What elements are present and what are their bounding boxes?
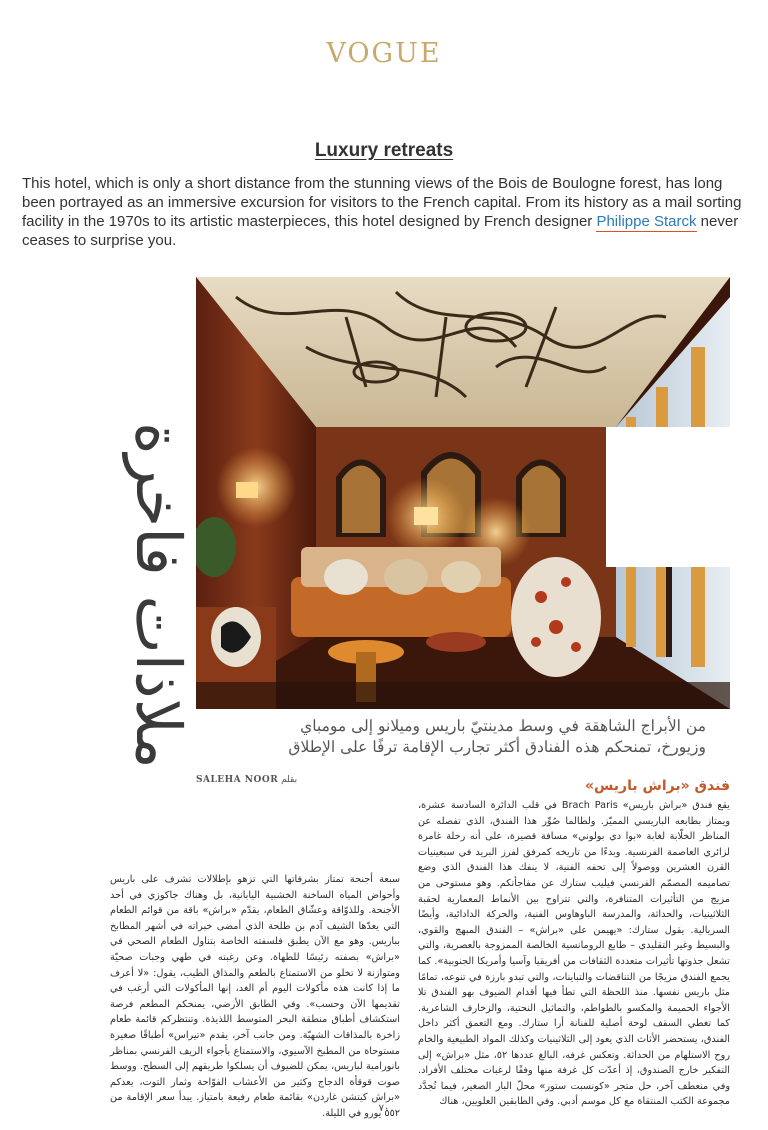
vogue-logo: VOGUE xyxy=(326,38,442,69)
article-subtitle xyxy=(196,716,706,758)
intro-text-end: never ceases to surprise you. xyxy=(22,213,739,249)
byline-name: SALEHA NOOR xyxy=(196,775,279,785)
vertical-headline-text: ملاذات فاخرة xyxy=(121,421,195,769)
article-column-left: سبعة أجنحة تمتاز بشرفاتها التي تزهو بإطلالات تشرف على باريس وأحواض المياه الساخنة الخشبية اليابانية، بل وهناك جاكوزي في أحد الأجنحة. وللذوّاقة وعشّاق الطعام، يقدّم «براش» باقة من قوائم الطعام التي يعدّها الشيف آدم بن طلحة الذي أمضى خبراته في أشهر المطابخ بباريس. وهو مع الآن يطبق فلسفته الخاصة بتناول الطعام الصحي في «براش» بصفته رئيسًا للطهاة. وعن رغبته في طهي وجبات صحيّة ومتوازنة لا تخلو من الاستمتاع بالطعم والمذاق الطيب، يقول: «لا أعرف ما إذا كانت هذه مأكولات اليوم أم الغد، إنها المأكولات التي أرغب في تقديمها الآن وحسب». وفي الطابق الأرضي، يمنحكم المطعم فرصة استكشاف أطباق منطقة البحر المتوسط اللذيذة. وتنتظركم قائمة طعام زاخرة بالمذاقات الشهيّة. ومن جانب آخر، يقدم «تيراس» أطباقًا صغيرة مستوحاة من المطبخ الآسيوي، والاستمتاع بأجواء الريف الفرنسي بمناظر بانورامية لباريس، يمكن للضيوف أن يسلكوا طريقهم إلى السطح. ووسط صوت قوقأة الدجاج وكثير من الأعشاب الفوّاحة وثمار التوت، يعدكم «براش كيتشن غاردن» بقائمة طعام رفيعة بامتياز. يبدأ سعر الإقامة من ٥٥٢ يورو في الليلة. xyxy=(110,874,400,1119)
vertical-headline xyxy=(110,380,206,810)
hotel-heading: فندق «براش باريس» xyxy=(584,778,730,794)
subtitle-line-2: وزيورخ، تمنحكم هذه الفنادق أكثر تجارب الإقامة ترفًا على الإطلاق xyxy=(288,738,706,756)
hotel-lobby-photo xyxy=(196,277,730,709)
intro-paragraph xyxy=(22,174,750,250)
philippe-starck-link[interactable]: Philippe Starck xyxy=(596,213,697,230)
subtitle-line-1: من الأبراج الشاهقة في وسط مدينتيّ باريس وميلانو إلى مومباي xyxy=(300,717,706,735)
page-number: ٧٠ xyxy=(378,1103,390,1114)
article-column-right: يقع فندق «براش باريس» Brach Paris في قلب الدائرة السادسة عشرة، ويمتاز بطابعه الباريسي المميّز. ولطالما صُوِّر هذا الفندق، الذي تفصله عن المناظر الخلّابة لغابة «بوا دي بولوني» مسافة قصيرة، على أنه رحلة غامرة لزائري العاصمة الفرنسية. وبدءًا من تاريخه كمرفق لفرز البريد في سبعينيات القرن العشرين ووصولاً إلى تحفه الفنية، لا ينفك هذا الفندق الذي وضع تصاميمه المصمّم الفرنسي فيليب ستارك عن مفاجأتكم. وهو مستوحى من مزيج من التأثيرات المتنافرة، والتي تتراوح بين الأنماط المعمارية لحقبة الثلاثينيات، والحداثة، والمدرسة الباوهاوس الفنية، والحركة الدادائية، وأيضًا السريالية. يقول ستارك: «يهيمن على «براش» – الفندق المبهج والقوي، والبسيط وغير التقليدي – طابع الرومانسية الخالصة الممزوجة بالعصرية، والتي تشعل جذوتها تأثيرات متعددة الثقافات من أفريقيا وآسيا وأمريكا الجنوبية». كما يجمع الفندق مزيجًا من التناقضات والتباينات، والتي تبدو بارزة في تنوعه، تمامًا مثل باريس نفسها. منذ اللحظة التي تطأ فيها أقدام الضيوف بهو الفندق تلا الأجواء الحميمة والمكسو بالطواطم، والتماثيل النحتية، والزخارف الشاعرية. كما تغطي السقف لوحة أصلية للفنانة أرا ستارك. ومع التعمق أكثر داخل الفندق، يستحضر الأثاث الذي يعود إلى الثلاثينيات وكذلك المواد الطبيعية والخام روح الاستلهام من الحداثة. وتعكس غرفه، البالغ عددها ٥٢، مثل «براش» إلى التفكير خارج الصندوق، إذ أعدّت كل غرفة منها وفقًا لرغبات مختلف الأفراد. وفي منعطف آخر، حل متجر «كونسبت ستور» محلّ البار الصغير، فيما تُجدَّد مجموعة الكتب المنتقاة مع كل موسم أدبي. وفي الطابقين العلويين، هناك xyxy=(418,800,730,1108)
intro-text: This hotel, which is only a short distance from the stunning views of the Bois de Boulogne forest, has long been portrayed as an immersive excursion for visitors to the French capital. From its history as a mail sorting facility in the 1970s to its artistic masterpieces, this hotel designed by French designer xyxy=(22,175,742,230)
byline-prefix: بقلم xyxy=(281,775,298,785)
byline xyxy=(196,775,396,785)
section-title: Luxury retreats xyxy=(314,140,454,161)
